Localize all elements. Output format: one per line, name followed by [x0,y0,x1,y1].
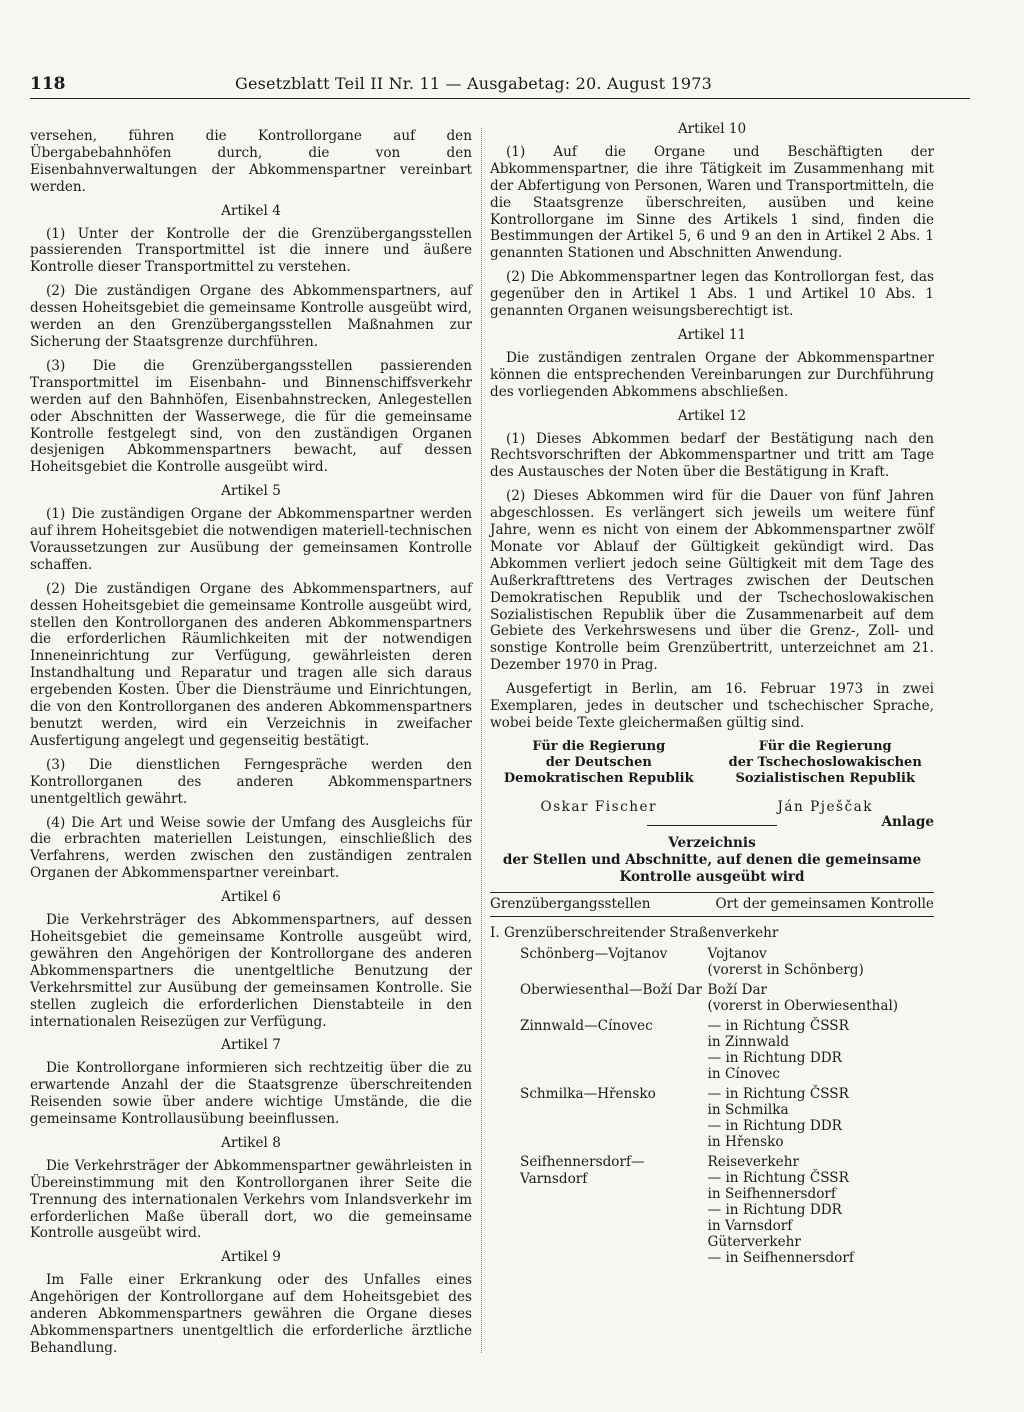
article-heading: Artikel 9 [221,1249,281,1266]
right-column [490,117,934,1270]
location-line: (vorerst in Oberwiesenthal) [707,997,899,1014]
location-line: in Varnsdorf [707,1217,793,1234]
crossing-name: Schönberg—Vojtanov [520,945,668,962]
location-line: Güterverkehr [707,1233,801,1250]
location-line: in Hřensko [707,1133,784,1150]
location-line: Vojtanov [707,945,767,962]
article-heading: Artikel 6 [221,889,281,906]
article-heading: Artikel 12 [677,407,747,424]
location-line: — in Richtung DDR [707,1117,842,1134]
signatory-line: Sozialistischen Republik [735,770,915,786]
article-heading: Artikel 7 [221,1037,281,1054]
location-line: in Zinnwald [707,1033,790,1050]
page-header [30,72,970,99]
control-location [708,982,934,1014]
table-row [490,1086,934,1150]
left-column [30,128,472,1364]
crossing-name: Schmilka—Hřensko [520,1085,656,1102]
table-row [490,982,934,1014]
signatory-gdr [490,739,708,815]
annex-title-line: Kontrolle ausgeübt wird [619,868,805,885]
signatory-cssr [716,739,934,815]
signatory-name: Oskar Fischer [540,798,657,815]
paragraph: (1) Unter der Kontrolle der die Grenzübergangsstellen passierenden Transportmittel ist die innere und äußere Kontrolle dieser Transportmittel zu verstehen. [30,225,472,276]
annex-title-line: Verzeichnis [668,834,756,851]
annex-title-line: der Stellen und Abschnitte, auf denen die gemeinsame [502,851,922,868]
paragraph: (2) Die Abkommenspartner legen das Kontrollorgan fest, das gegenüber den in Artikel 1 Abs. 1 und Artikel 10 Abs. 1 genannten Organen weisungsberechtigt ist. [490,269,934,320]
crossing-name: Seifhennersdorf—Varnsdorf [520,1153,645,1187]
article-heading: Artikel 8 [221,1134,281,1151]
paragraph: Die Kontrollorgane informieren sich rechtzeitig über die zu erwartende Anzahl der die Staatsgrenze überschreitenden Reisenden sowie über andere wichtige Umstände, die die gemeinsame Kontrollausübung beeinflussen. [30,1060,472,1128]
signatory-line: Für die Regierung [532,738,666,754]
table-row [490,1154,934,1266]
column-divider [481,128,482,1353]
location-line: — in Richtung ČSSR [707,1085,849,1102]
paragraph: Im Falle einer Erkrankung oder des Unfalles eines Angehörigen der Kontrollorgane auf dem Hoheitsgebiet des anderen Abkommenspartners gewähren die Organe dieses Abkommenspartners unentgeltlich die erforderliche ärztliche Behandlung. [30,1272,472,1356]
annex-label: Anlage [881,813,934,830]
location-line: — in Richtung ČSSR [707,1017,849,1034]
table-section-heading: I. Grenzüberschreitender Straßenverkehr [490,924,779,941]
table-row [490,946,934,978]
article-heading: Artikel 5 [221,483,281,500]
signatory-name: Ján Pješčak [777,798,873,815]
control-location [708,1086,934,1150]
location-line: — in Richtung ČSSR [707,1169,849,1186]
article-heading: Artikel 4 [221,202,281,219]
paragraph: Die zuständigen zentralen Organe der Abkommenspartner können die entsprechenden Vereinbarungen zur Durchführung des vorliegenden Abkommens abschließen. [490,349,934,400]
location-line: in Seifhennersdorf [707,1185,836,1202]
location-line: Boží Dar [707,981,768,998]
paragraph: (1) Auf die Organe und Beschäftigten der Abkommenspartner, die ihre Tätigkeit im Zusammenhang mit der Abfertigung von Personen, Waren und Transportmitteln, die die Staatsgrenze überschreiten, ausüben und keine Kontrollorgane im Sinne des Artikels 1 sind, finden die Bestimmungen der Artikel 5, 6 und 9 an den in Artikel 2 Abs. 1 genannten Stationen und Abschnitten Anwendung. [490,143,934,262]
article-heading: Artikel 10 [677,121,747,137]
paragraph: Die Verkehrsträger des Abkommenspartners, auf dessen Hoheitsgebiet die gemeinsame Kontrolle ausgeübt wird, gewähren den Angehörigen der Kontrollorgane des anderen Abkommenspartners die unentgeltliche Benutzung der Verkehrsmittel zur Ausübung der gemeinsamen Kontrolle. Sie stellen zugleich die erforderlichen Dienstabteile in den internationalen Reisezügen zur Verfügung. [30,912,472,1030]
signatory-line: der Tschechoslowakischen [728,754,922,770]
control-location [708,1154,934,1266]
paragraph: (2) Dieses Abkommen wird für die Dauer von fünf Jahren abgeschlossen. Es verlängert sich jeweils um weitere fünf Jahre, wenn es nicht von einem der Abkommenspartner zwölf Monate vor Ablauf der Gültigkeit gekündigt wird. Das Abkommen verliert jedoch seine Gültigkeit mit dem Tage des Außerkrafttretens des Vertrages zwischen der Deutschen Demokratischen Republik und der Tschechoslowakischen Sozialistischen Republik über die Zusammenarbeit auf dem Gebiete des Verkehrswesens und über die Grenz-, Zoll- und sonstige Kontrolle beim Grenzübertritt, unterzeichnet am 21. Dezember 1970 in Prag. [490,488,934,674]
location-line: — in Richtung DDR [707,1049,842,1066]
paragraph: (4) Die Art und Weise sowie der Umfang des Ausgleichs für die erbrachten materiellen Leistungen, einschließlich des Verfahrens, werden zwischen den zuständigen zentralen Organen der Abkommenspartner vereinbart. [30,814,472,882]
location-line: — in Seifhennersdorf [707,1249,854,1266]
paragraph: versehen, führen die Kontrollorgane auf den Übergabebahnhöfen durch, die von den Eisenbahnverwaltungen der Abkommenspartner vereinbart werden. [30,128,472,195]
paragraph: (1) Die zuständigen Organe der Abkommenspartner werden auf ihrem Hoheitsgebiet die notwendigen materiell-technischen Voraussetzungen zur Ausübung der gemeinsamen Kontrolle schaffen. [30,506,472,573]
control-location [708,946,934,978]
column-header: Ort der gemeinsamen Kontrolle [715,895,934,912]
location-line: in Schmilka [707,1101,789,1118]
location-line: Reiseverkehr [707,1153,799,1170]
signatory-line: der Deutschen [545,754,652,770]
paragraph: (1) Dieses Abkommen bedarf der Bestätigung nach den Rechtsvorschriften der Abkommenspartner und tritt am Tage des Austausches der Noten über die Bestätigung in Kraft. [490,430,934,481]
annex-title [490,835,934,886]
gazette-title: Gesetzblatt Teil II Nr. 11 — Ausgabetag: 20. August 1973 [235,74,713,93]
location-line: (vorerst in Schönberg) [707,961,864,978]
closing-paragraph: Ausgefertigt in Berlin, am 16. Februar 1973 in zwei Exemplaren, jedes in deutscher und tschechischer Sprache, wobei beide Texte gleichermaßen gültig sind. [490,681,934,731]
paragraph: (3) Die dienstlichen Ferngespräche werden den Kontrollorganen des anderen Abkommenspartners unentgeltlich gewährt. [30,756,472,807]
paragraph: (2) Die zuständigen Organe des Abkommenspartners, auf dessen Hoheitsgebiet die gemeinsame Kontrolle ausgeübt wird, werden an den Grenzübergangsstellen Maßnahmen zur Sicherung der Staatsgrenze durchführen. [30,283,472,350]
location-line: in Cínovec [707,1065,780,1082]
paragraph: (3) Die die Grenzübergangsstellen passierenden Transportmittel im Eisenbahn- und Binnenschiffsverkehr werden auf den Bahnhöfen, Eisenbahnstrecken, Anlegestellen oder Abschnitten der Wasserwege, die für die gemeinsame Kontrolle festgelegt sind, von den zuständigen Organen desjenigen Abkommenspartners bewacht, auf dessen Hoheitsgebiet die Kontrolle ausgeübt wird. [30,357,472,476]
signatory-line: Für die Regierung [758,738,892,754]
article-heading: Artikel 11 [677,326,747,343]
table-header [490,892,934,917]
crossing-name: Zinnwald—Cínovec [520,1017,653,1034]
signature-block [490,739,934,815]
location-line: — in Richtung DDR [707,1201,842,1218]
paragraph: Die Verkehrsträger der Abkommenspartner gewährleisten in Übereinstimmung mit den Kontrollorganen ihrer Seite die Trennung des internationalen Verkehrs vom Inlandsverkehr im erforderlichen Maße überall dort, wo die gemeinsame Kontrolle ausgeübt wird. [30,1157,472,1242]
crossing-name: Oberwiesenthal—Boží Dar [520,981,702,998]
paragraph: (2) Die zuständigen Organe des Abkommenspartners, auf dessen Hoheitsgebiet die gemeinsame Kontrolle ausgeübt wird, stellen den Kontrollorganen des anderen Abkommenspartners die erforderlichen Räumlichkeiten mit der notwendigen Inneneinrichtung zur Verfügung, gewährleisten deren Instandhaltung und Reparatur und tragen alle sich daraus ergebenden Kosten. Über die Diensträume und Einrichtungen, die von den Kontrollorganen des anderen Abkommenspartners benutzt werden, wird ein Verzeichnis in zweifacher Ausfertigung angelegt und gegenseitig bestätigt. [30,580,472,749]
control-location [708,1018,934,1082]
column-header: Grenzübergangsstellen [490,895,651,912]
page-number: 118 [30,74,66,94]
signatory-line: Demokratischen Republik [503,770,694,786]
table-row [490,1018,934,1082]
